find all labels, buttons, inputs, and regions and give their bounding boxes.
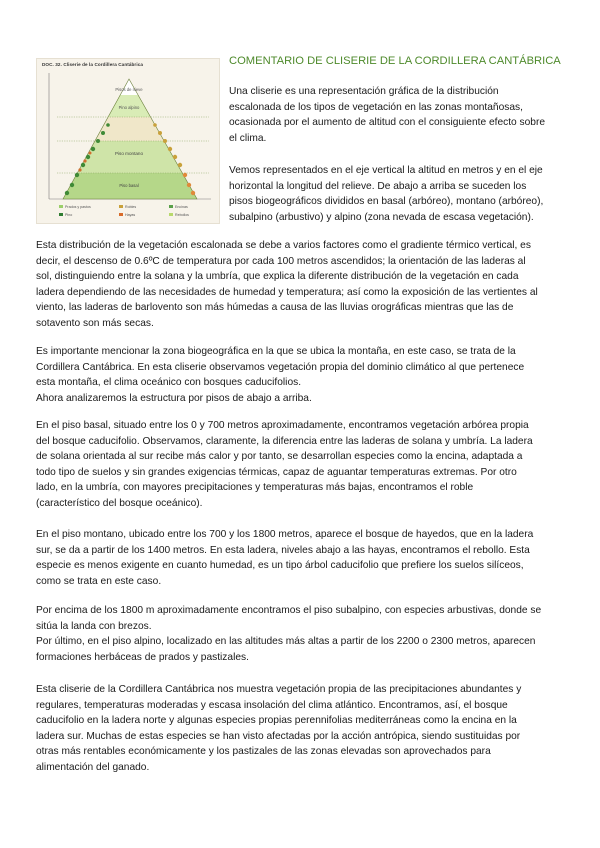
figure-caption: DOC. 32. Cliserie de la Cordillera Cantábrica <box>42 62 144 67</box>
paragraph-biogeographic-zone: Es importante mencionar la zona biogeográfica en la que se ubica la montaña, en este caso, se trata de la Cordillera Cantábrica. En esta cliserie observamos vegetación propia del dominio climático al que pertenece esta montaña, el clima oceánico con bosques caducifolios. Ahora analizaremos la estructura por pisos de abajo a arriba. <box>36 346 525 404</box>
legend-swatch-3 <box>119 213 123 216</box>
legend-label-4: Encinas <box>175 205 188 209</box>
legend-label-1: Pino <box>65 213 73 217</box>
legend-swatch-0 <box>59 205 63 208</box>
paragraph-definition: Una cliserie es una representación gráfica de la distribución escalonada de los tipos de vegetación en las zonas montañosas, ocasionada por el aumento de altitud con el consiguiente efecto sobre el clima. <box>229 86 546 144</box>
zone-label-lower: Piso basal <box>119 183 139 188</box>
cliserie-diagram <box>37 59 219 223</box>
legend-swatch-4 <box>169 205 173 208</box>
paragraph-factors: Esta distribución de la vegetación escalonada se debe a varios factores como el gradiente térmico vertical, es decir, el descenso de 0.6ºC de temperatura por cada 100 metros ascendidos; la orientación de las laderas al sol, distinguiendo entre la solana y la umbría, que explica la diferente distribución de la vegetación en cada ladera dependiendo de las necesidades de humedad y temperatura; así como la exposición de las vertientes al viento, las laderas de barlovento son más húmedas a causa de las lluvias orográficas mientras que las de sotavento son más secas. <box>36 240 538 329</box>
legend-label-3: Hayas <box>125 213 136 217</box>
legend-label-5: Rebollos <box>175 213 189 217</box>
subalpine-band <box>37 117 219 141</box>
paragraph-subalpine-alpine: Por encima de los 1800 m aproximadamente encontramos el piso subalpino, con especies arbustivas, donde se sitúa la landa con brezos. Por último, en el piso alpino, localizado en las altitudes más altas a partir de los 2200 o 2300 metros, aparecen formaciones herbáceas de prados y pastizales. <box>36 605 542 663</box>
paragraph-montane-floor: En el piso montano, ubicado entre los 700 y los 1800 metros, aparece el bosque de hayedos, que en la ladera sur, se da a partir de los 1400 metros. En esta ladera, niveles abajo a las hayas, encontramos el rebollo. Esta especie es menos exigente en cuanto humedad, es un tipo árbol caducifolio que prefiere los suelos silíceos, como se trata en este caso. <box>36 529 534 587</box>
cliserie-figure <box>36 58 220 224</box>
paragraph-basal-floor: En el piso basal, situado entre los 0 y 700 metros aproximadamente, encontramos vegetación arbórea propia del bosque caducifolio. Observamos, claramente, la diferencia entre las laderas de solana y umbría. La ladera de solana orientada al sur recibe más calor y por tanto, se desarrollan especies como la encina, adaptada a todo tipo de suelos y sin grandes exigencias térmicas, capaz de aguantar temperaturas extremas. Por otro lado, en la umbría, con mayores precipitaciones y temperaturas más bajas, encontramos el roble (característico del bosque oceánico). <box>36 420 533 509</box>
montane-band <box>37 141 219 173</box>
legend-label-0: Prados y pastos <box>65 205 91 209</box>
paragraph-axes: Vemos representados en el eje vertical la altitud en metros y en el eje horizontal la longitud del relieve. De abajo a arriba se suceden los pisos biogeográficos divididos en basal (arbóreo), montano (arbóreo), subalpino (arbustivo) y alpino (zona nevada de escasa vegetación). <box>229 165 544 223</box>
paragraph-conclusion: Esta cliserie de la Cordillera Cantábrica nos muestra vegetación propia de las precipitaciones abundantes y regulares, temperaturas moderadas y escasa insolación del clima atlántico. Encontramos, así, el bosque caducifolio en la ladera norte y algunas especies propias perennifolias mediterráneas como la encina en la ladera sur. Muchas de estas especies se han visto afectadas por la acción antrópica, siendo sustituidas por otras más rentables económicamente y los pastizales de las zonas elevadas son aprovechados para alimentación del ganado. <box>36 684 522 773</box>
page-title: COMENTARIO DE CLISERIE DE LA CORDILLERA CANTÁBRICA <box>229 55 561 67</box>
legend-swatch-5 <box>169 213 173 216</box>
zone-label-upper: Pino alpino <box>118 105 140 110</box>
zone-label-top: Pisos de nieve <box>115 87 143 92</box>
legend <box>59 205 189 217</box>
zone-label-middle: Piso montano <box>114 151 144 156</box>
legend-swatch-1 <box>59 213 63 216</box>
legend-swatch-2 <box>119 205 123 208</box>
legend-label-2: Robles <box>125 205 137 209</box>
